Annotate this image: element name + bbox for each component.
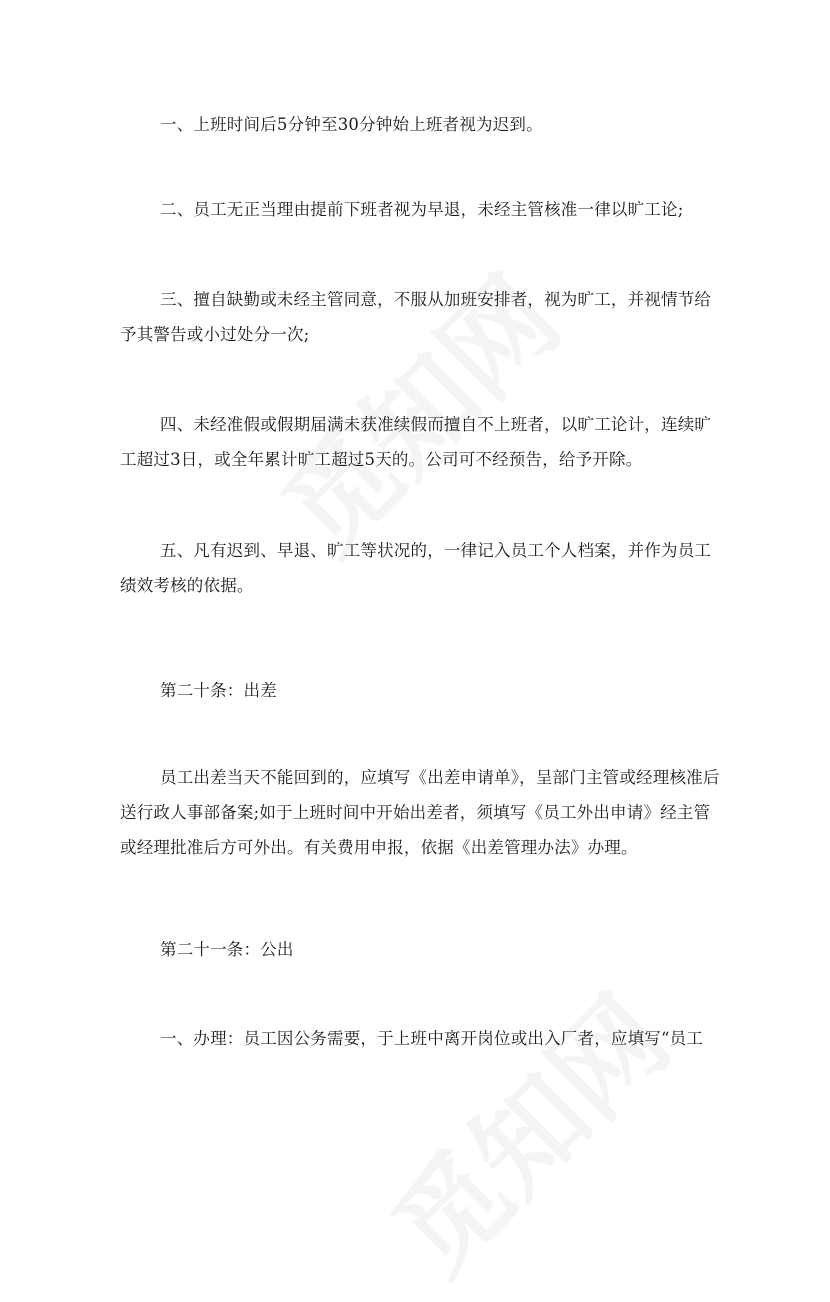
paragraph-late-rule: 一、上班时间后5分钟至30分钟始上班者视为迟到。 [160,115,543,134]
section-heading-official-outing: 第二十一条：公出 [160,940,294,959]
section-heading-business-trip: 第二十条：出差 [160,681,277,700]
paragraph-early-leave-rule: 二、员工无正当理由提前下班者视为早退，未经主管核准一律以旷工论; [160,200,684,219]
paragraph-business-trip: 员工出差当天不能回到的，应填写《出差申请单》，呈部门主管或经理核准后送行政人事部备案;如于上班时间中开始出差者，须填写《员工外出申请》经主管或经理批准后方可外出。有关费用申报，依据《出差管理办法》办理。 [120,768,720,857]
paragraph-record-rule: 五、凡有迟到、早退、旷工等状况的，一律记入员工个人档案，并作为员工绩效考核的依据。 [120,541,712,595]
paragraph-official-outing: 一、办理：员工因公务需要，于上班中离开岗位或出入厂者，应填写“员工 [160,1029,704,1048]
paragraph-dismissal-rule: 四、未经准假或假期届满未获准续假而擅自不上班者，以旷工论计，连续旷工超过3日，或全年累计旷工超过5天的。公司可不经预告，给予开除。 [120,415,712,469]
paragraph-absence-rule: 三、擅自缺勤或未经主管同意，不服从加班安排者，视为旷工，并视情节给予其警告或小过处分一次; [120,290,712,344]
watermark-graphic [352,956,697,1301]
